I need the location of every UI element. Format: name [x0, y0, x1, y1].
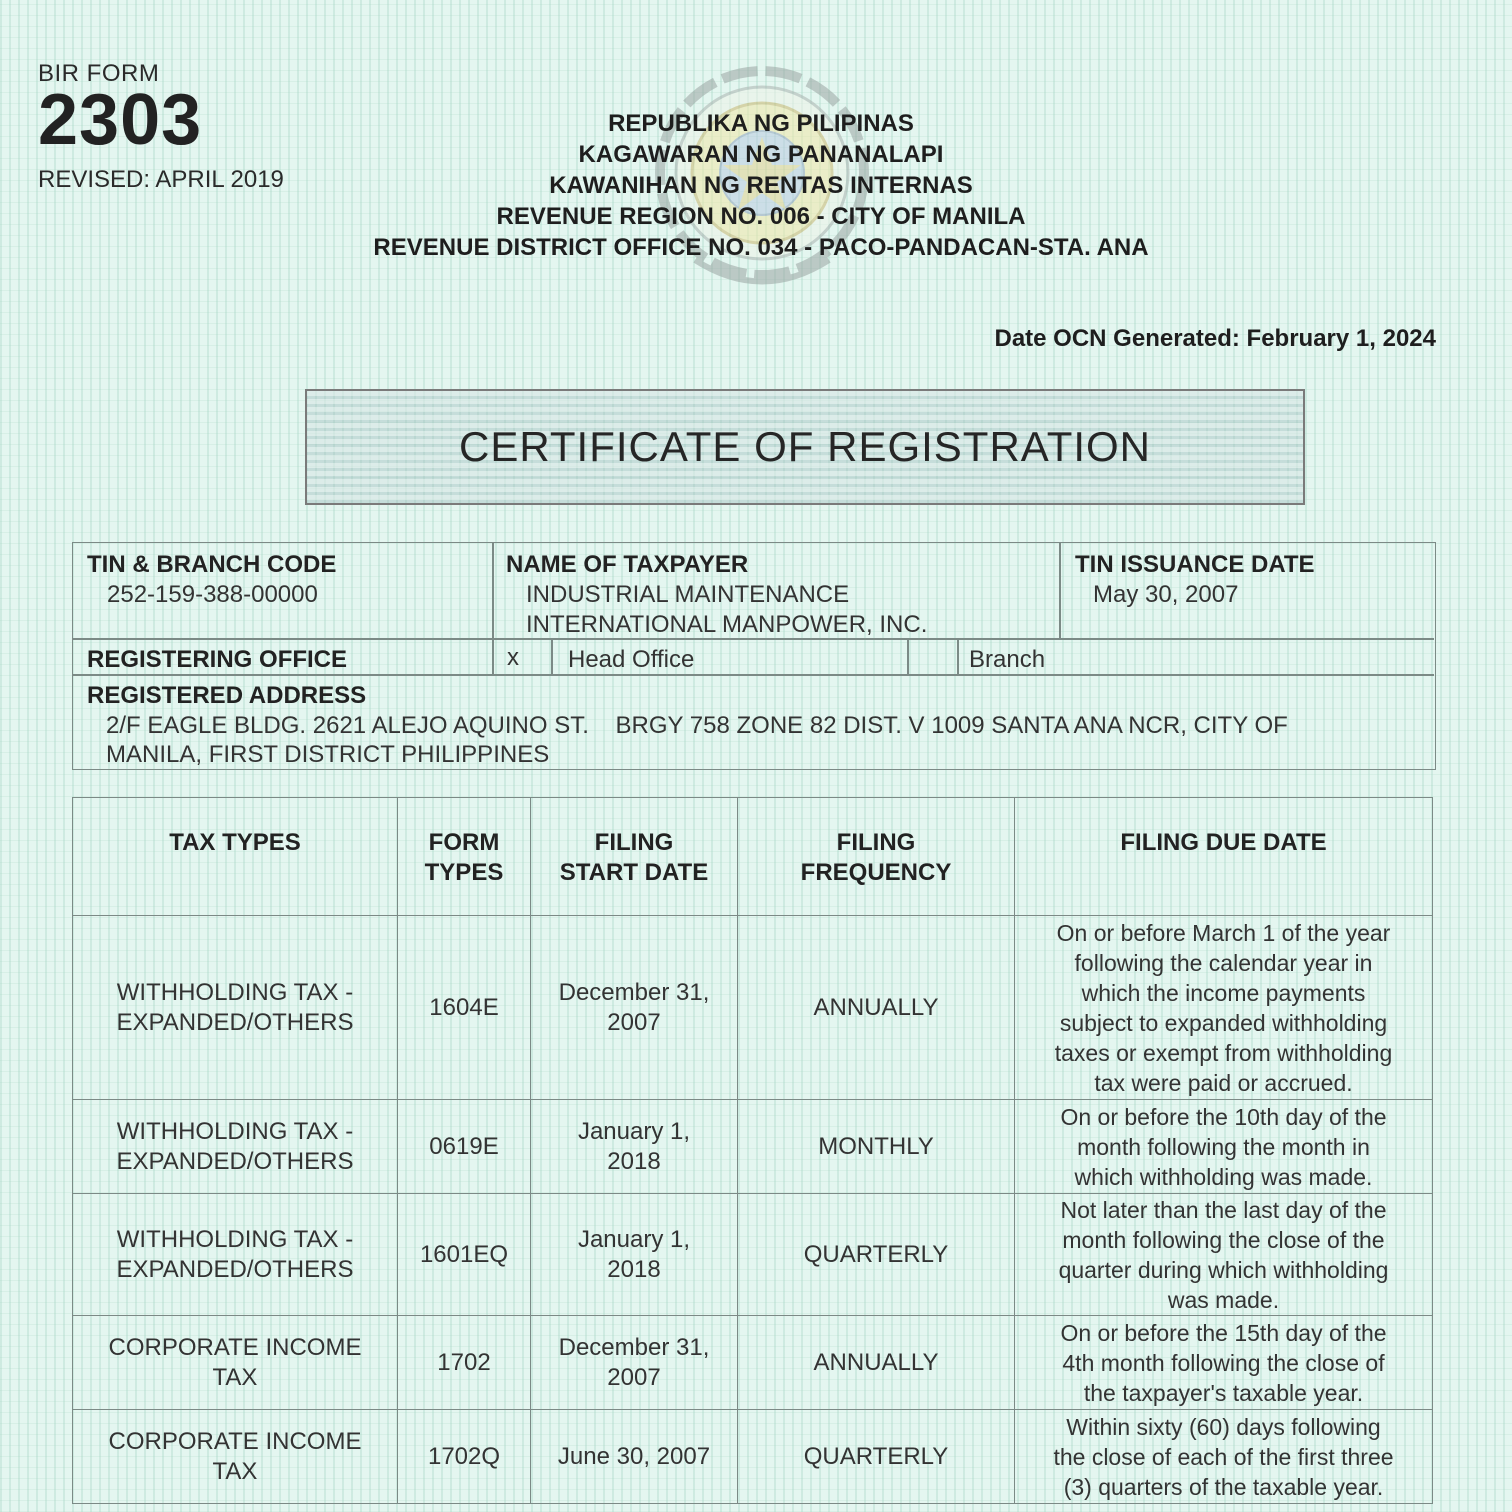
table-row [73, 1316, 1433, 1410]
header-line-department: KAGAWARAN NG PANANALAPI [578, 141, 944, 168]
certificate-title: CERTIFICATE OF REGISTRATION [458, 423, 1152, 470]
cell-frequency: ANNUALLY [738, 1316, 1015, 1410]
taxpayer-name-label: NAME OF TAXPAYER [506, 551, 749, 578]
form-number: 2303 [38, 80, 203, 160]
cell-tax-type: CORPORATE INCOME TAX [73, 1316, 398, 1410]
cell-start-date: December 31, 2007 [531, 916, 738, 1100]
cell-frequency: QUARTERLY [738, 1410, 1015, 1504]
registered-address-line-1: 2/F EAGLE BLDG. 2621 ALEJO AQUINO ST. BRGY 758 ZONE 82 DIST. V 1009 SANTA ANA NCR, CITY OF [106, 712, 1288, 739]
registered-address-label: REGISTERED ADDRESS [87, 682, 367, 709]
header-line-district: REVENUE DISTRICT OFFICE NO. 034 - PACO-PANDACAN-STA. ANA [373, 234, 1149, 261]
agency-header [300, 108, 1222, 263]
cell-frequency: ANNUALLY [738, 916, 1015, 1100]
header-form-types: FORM TYPES [398, 798, 531, 916]
cell-tax-type: WITHHOLDING TAX - EXPANDED/OTHERS [73, 1194, 398, 1316]
info-divider [73, 674, 1434, 676]
table-row [73, 1410, 1433, 1504]
tin-value: 252-159-388-00000 [107, 581, 318, 608]
info-divider [492, 543, 494, 675]
header-line-region: REVENUE REGION NO. 006 - CITY OF MANILA [496, 203, 1026, 230]
cell-due-date: On or before March 1 of the year following the calendar year in which the income payments subject to expanded withholding taxes or exempt from withholding tax were paid or accrued. [1015, 916, 1433, 1100]
form-revised-date: REVISED: APRIL 2019 [38, 166, 284, 193]
certificate-title-box [305, 389, 1305, 505]
cell-tax-type: WITHHOLDING TAX - EXPANDED/OTHERS [73, 1100, 398, 1194]
form-label: BIR FORM [38, 60, 160, 87]
cell-start-date: June 30, 2007 [531, 1410, 738, 1504]
cell-form-type: 1702 [398, 1316, 531, 1410]
cell-due-date: Within sixty (60) days following the close of each of the first three (3) quarters of the taxable year. [1015, 1410, 1433, 1504]
cell-form-type: 1601EQ [398, 1194, 531, 1316]
cell-form-type: 1702Q [398, 1410, 531, 1504]
info-divider [907, 638, 909, 675]
ocn-generated-date: Date OCN Generated: February 1, 2024 [994, 325, 1436, 352]
cell-form-type: 1604E [398, 916, 531, 1100]
header-line-bureau: KAWANIHAN NG RENTAS INTERNAS [549, 172, 973, 199]
cell-tax-type: WITHHOLDING TAX - EXPANDED/OTHERS [73, 916, 398, 1100]
cell-frequency: QUARTERLY [738, 1194, 1015, 1316]
tin-issuance-value: May 30, 2007 [1093, 581, 1239, 608]
head-office-checkmark: x [507, 644, 519, 671]
taxpayer-name-line-2: INTERNATIONAL MANPOWER, INC. [526, 611, 928, 638]
header-line-republic: REPUBLIKA NG PILIPINAS [608, 110, 914, 137]
cell-tax-type: CORPORATE INCOME TAX [73, 1410, 398, 1504]
tin-issuance-label: TIN ISSUANCE DATE [1075, 551, 1315, 578]
taxpayer-info-section [72, 542, 1436, 770]
header-tax-types: TAX TYPES [73, 798, 398, 916]
branch-option: Branch [969, 646, 1046, 673]
cell-start-date: January 1, 2018 [531, 1100, 738, 1194]
table-row [73, 1100, 1433, 1194]
info-divider [957, 638, 959, 675]
cell-start-date: December 31, 2007 [531, 1316, 738, 1410]
table-header-row [73, 798, 1433, 916]
table-row [73, 916, 1433, 1100]
head-office-option: Head Office [568, 646, 695, 673]
cell-start-date: January 1, 2018 [531, 1194, 738, 1316]
taxpayer-name-line-1: INDUSTRIAL MAINTENANCE [526, 581, 850, 608]
info-divider [1059, 543, 1061, 639]
cell-form-type: 0619E [398, 1100, 531, 1194]
tax-types-table [72, 797, 1433, 1504]
table-row [73, 1194, 1433, 1316]
header-filing-start-date: FILING START DATE [531, 798, 738, 916]
registered-address-line-2: MANILA, FIRST DISTRICT PHILIPPINES [106, 741, 550, 768]
info-divider [551, 638, 553, 675]
registering-office-label: REGISTERING OFFICE [87, 646, 348, 673]
tin-label: TIN & BRANCH CODE [87, 551, 337, 578]
cell-due-date: On or before the 10th day of the month following the month in which withholding was made. [1015, 1100, 1433, 1194]
header-filing-frequency: FILING FREQUENCY [738, 798, 1015, 916]
cell-due-date: Not later than the last day of the month following the close of the quarter during which withholding was made. [1015, 1194, 1433, 1316]
cell-due-date: On or before the 15th day of the 4th month following the close of the taxpayer's taxable year. [1015, 1316, 1433, 1410]
header-filing-due-date: FILING DUE DATE [1015, 798, 1433, 916]
cell-frequency: MONTHLY [738, 1100, 1015, 1194]
